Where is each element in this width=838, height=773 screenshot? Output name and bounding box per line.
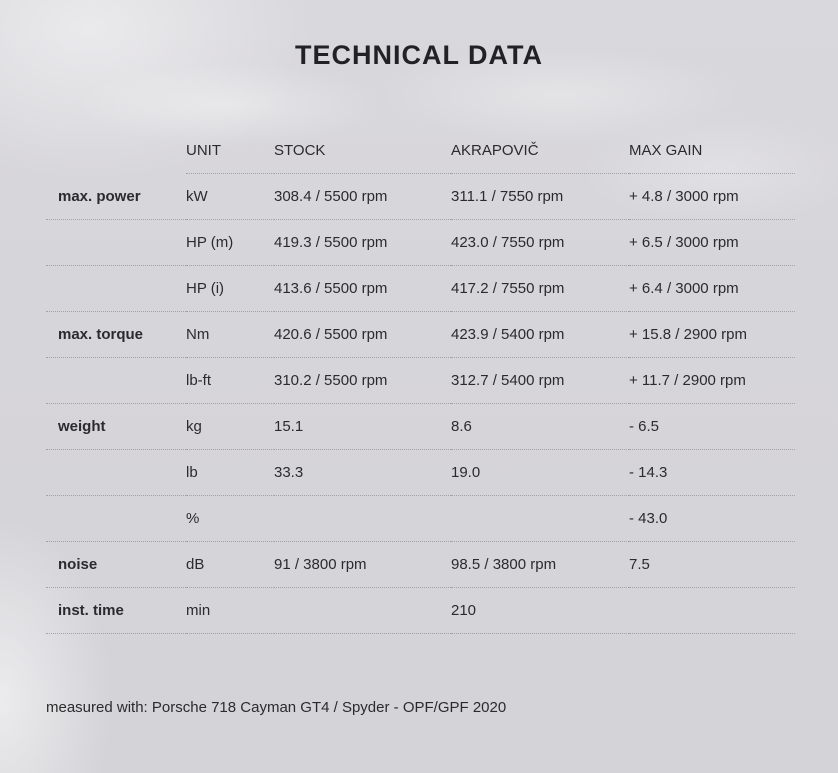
header-max-gain: MAX GAIN	[629, 127, 795, 174]
cell-unit: HP (m)	[186, 220, 274, 266]
cell-max-gain: + 6.5 / 3000 rpm	[629, 220, 795, 266]
table-row	[46, 496, 795, 542]
cell-unit: HP (i)	[186, 266, 274, 312]
cell-parameter: noise	[46, 542, 186, 588]
cell-unit: dB	[186, 542, 274, 588]
cell-max-gain	[629, 588, 795, 634]
cell-akrapovic	[451, 496, 629, 542]
table-row	[46, 312, 795, 358]
cell-max-gain: - 43.0	[629, 496, 795, 542]
cell-parameter: max. torque	[46, 312, 186, 358]
cell-parameter: max. power	[46, 174, 186, 220]
page-title: TECHNICAL DATA	[295, 40, 543, 70]
cell-stock: 91 / 3800 rpm	[274, 542, 451, 588]
cell-stock: 419.3 / 5500 rpm	[274, 220, 451, 266]
table-row	[46, 220, 795, 266]
cell-unit: Nm	[186, 312, 274, 358]
cell-akrapovic: 210	[451, 588, 629, 634]
cell-akrapovic: 19.0	[451, 450, 629, 496]
cell-stock	[274, 496, 451, 542]
cell-max-gain: 7.5	[629, 542, 795, 588]
table-row	[46, 266, 795, 312]
cell-unit: lb	[186, 450, 274, 496]
cell-akrapovic: 417.2 / 7550 rpm	[451, 266, 629, 312]
measurement-footnote: measured with: Porsche 718 Cayman GT4 / Spyder - OPF/GPF 2020	[46, 699, 507, 716]
cell-stock: 413.6 / 5500 rpm	[274, 266, 451, 312]
table-row	[46, 588, 795, 634]
table-header-row	[46, 127, 795, 174]
cell-stock: 308.4 / 5500 rpm	[274, 174, 451, 220]
cell-max-gain: + 15.8 / 2900 rpm	[629, 312, 795, 358]
cell-unit: kg	[186, 404, 274, 450]
cell-parameter	[46, 358, 186, 404]
cell-unit: lb-ft	[186, 358, 274, 404]
cell-max-gain: + 11.7 / 2900 rpm	[629, 358, 795, 404]
cell-max-gain: - 6.5	[629, 404, 795, 450]
cell-unit: kW	[186, 174, 274, 220]
cell-akrapovic: 423.9 / 5400 rpm	[451, 312, 629, 358]
table-row	[46, 450, 795, 496]
cell-parameter: inst. time	[46, 588, 186, 634]
header-parameter	[46, 127, 186, 174]
cell-akrapovic: 8.6	[451, 404, 629, 450]
header-akrapovic: AKRAPOVIČ	[451, 127, 629, 174]
cell-unit: min	[186, 588, 274, 634]
table-row	[46, 358, 795, 404]
cell-max-gain: + 6.4 / 3000 rpm	[629, 266, 795, 312]
cell-max-gain: - 14.3	[629, 450, 795, 496]
cell-max-gain: + 4.8 / 3000 rpm	[629, 174, 795, 220]
technical-data-table	[46, 127, 795, 634]
cell-parameter	[46, 450, 186, 496]
cell-unit: %	[186, 496, 274, 542]
header-unit: UNIT	[186, 127, 274, 174]
cell-akrapovic: 312.7 / 5400 rpm	[451, 358, 629, 404]
cell-stock: 310.2 / 5500 rpm	[274, 358, 451, 404]
cell-stock: 33.3	[274, 450, 451, 496]
cell-parameter: weight	[46, 404, 186, 450]
cell-stock	[274, 588, 451, 634]
table-row	[46, 174, 795, 220]
table-row	[46, 404, 795, 450]
cell-akrapovic: 311.1 / 7550 rpm	[451, 174, 629, 220]
cell-akrapovic: 423.0 / 7550 rpm	[451, 220, 629, 266]
cell-parameter	[46, 220, 186, 266]
cell-stock: 15.1	[274, 404, 451, 450]
cell-parameter	[46, 266, 186, 312]
cell-stock: 420.6 / 5500 rpm	[274, 312, 451, 358]
header-stock: STOCK	[274, 127, 451, 174]
cell-parameter	[46, 496, 186, 542]
cell-akrapovic: 98.5 / 3800 rpm	[451, 542, 629, 588]
table-row	[46, 542, 795, 588]
